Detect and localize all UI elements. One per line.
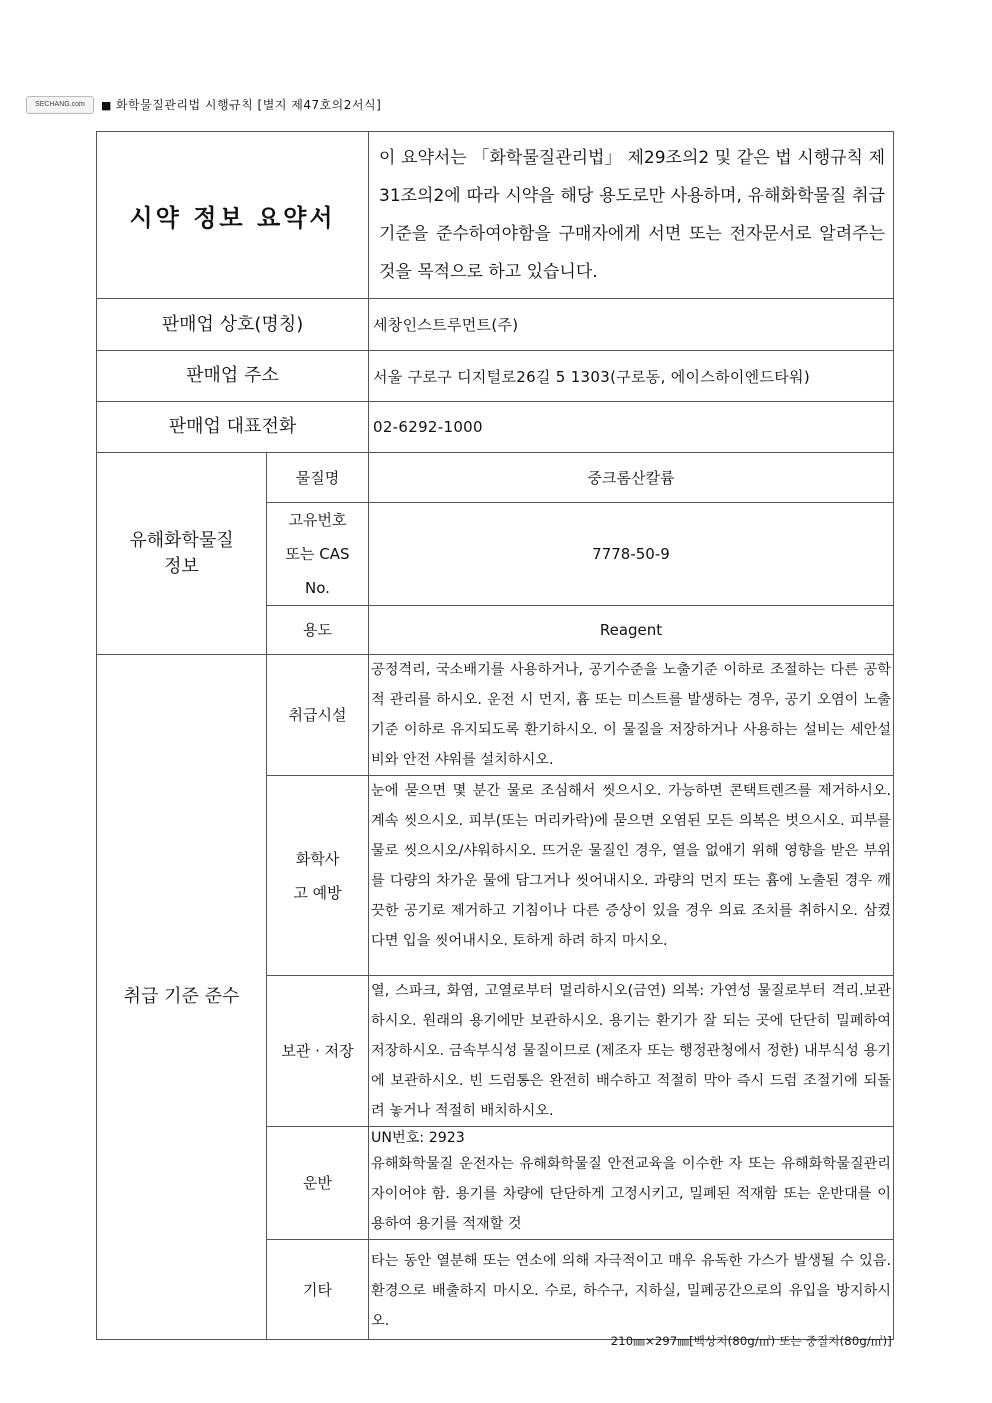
facility-text: 공정격리, 국소배기를 사용하거나, 공기수준을 노출기준 이하로 조절하는 다른 공학적 관리를 하시오. 운전 시 먼지, 흄 또는 미스트를 발생하는 경우, 공기 오염이 노출기준 이하로 유지되도록 환기하시오. 이 물질을 저장하거나 사용하는 설비는 세안설비와 안전 샤워를 설치하시오. — [369, 655, 894, 776]
accident-prevention-label: 화학사고 예방 — [267, 776, 369, 976]
substance-info-label: 유해화학물질 정보 — [97, 453, 267, 655]
purpose-statement: 이 요약서는 「화학물질관리법」 제29조의2 및 같은 법 시행규칙 제31조의2에 따라 시약을 해당 용도로만 사용하며, 유해화학물질 취급 기준을 준수하여야함을 구매자에게 서면 또는 전자문서로 알려주는 것을 목적으로 하고 있습니다. — [369, 132, 894, 299]
substance-name-value: 중크롬산칼륨 — [369, 453, 894, 503]
other-label: 기타 — [267, 1240, 369, 1340]
storage-text: 열, 스파크, 화염, 고열로부터 멀리하시오(금연) 의복: 가연성 물질로부터 격리.보관하시오. 원래의 용기에만 보관하시오. 용기는 환기가 잘 되는 곳에 단단히 밀폐하여 저장하시오. 금속부식성 물질이므로 (제조자 또는 행정관청에서 정한) 내부식성 용기에 보관하시오. 빈 드럼통은 완전히 배수하고 적절히 막아 즉시 드럼 조절기에 되돌려 놓거나 적절히 배치하시오. — [369, 976, 894, 1127]
cas-number-label: 고유번호 또는 CAS No. — [267, 503, 369, 606]
document-title: 시약 정보 요약서 — [97, 132, 369, 299]
seller-phone-value: 02-6292-1000 — [369, 402, 894, 453]
square-bullet-icon: ■ — [101, 99, 112, 112]
paper-spec-footer: 210㎜×297㎜[백상지(80g/㎡) 또는 중질지(80g/㎡)] — [610, 1334, 892, 1348]
reagent-summary-table — [96, 131, 894, 1340]
cas-number-value: 7778-50-9 — [369, 503, 894, 606]
seller-name-value: 세창인스트루먼트(주) — [369, 299, 894, 351]
form-header — [101, 96, 381, 115]
handling-standards-label: 취급 기준 준수 — [97, 655, 267, 1340]
accident-prevention-text: 눈에 묻으면 몇 분간 물로 조심해서 씻으시오. 가능하면 콘택트렌즈를 제거하시오. 계속 씻으시오. 피부(또는 머리카락)에 묻으면 오염된 모든 의복은 벗으시오. 피부를 물로 씻으시오/샤워하시오. 뜨거운 물질인 경우, 열을 없애기 위해 영향을 받은 부위를 다량의 차가운 물에 담그거나 씻어내시오. 과량의 먼지 또는 흄에 노출된 경우 깨끗한 공기로 제거하고 기침이나 다른 증상이 있을 경우 의료 조치를 취하시오. 삼켰다면 입을 씻어내시오. 토하게 하려 하지 마시오. — [369, 776, 894, 976]
form-reference: 화학물질관리법 시행규칙 [별지 제47호의2서식] — [115, 98, 382, 112]
un-number: UN번호: 2923 — [371, 1130, 465, 1146]
other-text: 타는 동안 열분해 또는 연소에 의해 자극적이고 매우 유독한 가스가 발생될 수 있음. 환경으로 배출하지 마시오. 수로, 하수구, 지하실, 밀폐공간으로의 유입을 방지하시오. — [369, 1240, 894, 1340]
transport-cell — [369, 1127, 894, 1240]
seller-phone-label: 판매업 대표전화 — [97, 402, 369, 453]
seller-address-label: 판매업 주소 — [97, 351, 369, 402]
sechang-logo: SECHANG.com — [26, 96, 94, 114]
storage-label: 보관 · 저장 — [267, 976, 369, 1127]
use-label: 용도 — [267, 606, 369, 655]
use-value: Reagent — [369, 606, 894, 655]
seller-address-value: 서울 구로구 디지털로26길 5 1303(구로동, 에이스하이엔드타워) — [369, 351, 894, 402]
transport-text: 유해화학물질 운전자는 유해화학물질 안전교육을 이수한 자 또는 유해화학물질관리자이어야 함. 용기를 차량에 단단하게 고정시키고, 밀폐된 적재함 또는 운반대를 이용하여 용기를 적재할 것 — [371, 1156, 891, 1232]
facility-label: 취급시설 — [267, 655, 369, 776]
substance-name-label: 물질명 — [267, 453, 369, 503]
seller-name-label: 판매업 상호(명칭) — [97, 299, 369, 351]
transport-label: 운반 — [267, 1127, 369, 1240]
